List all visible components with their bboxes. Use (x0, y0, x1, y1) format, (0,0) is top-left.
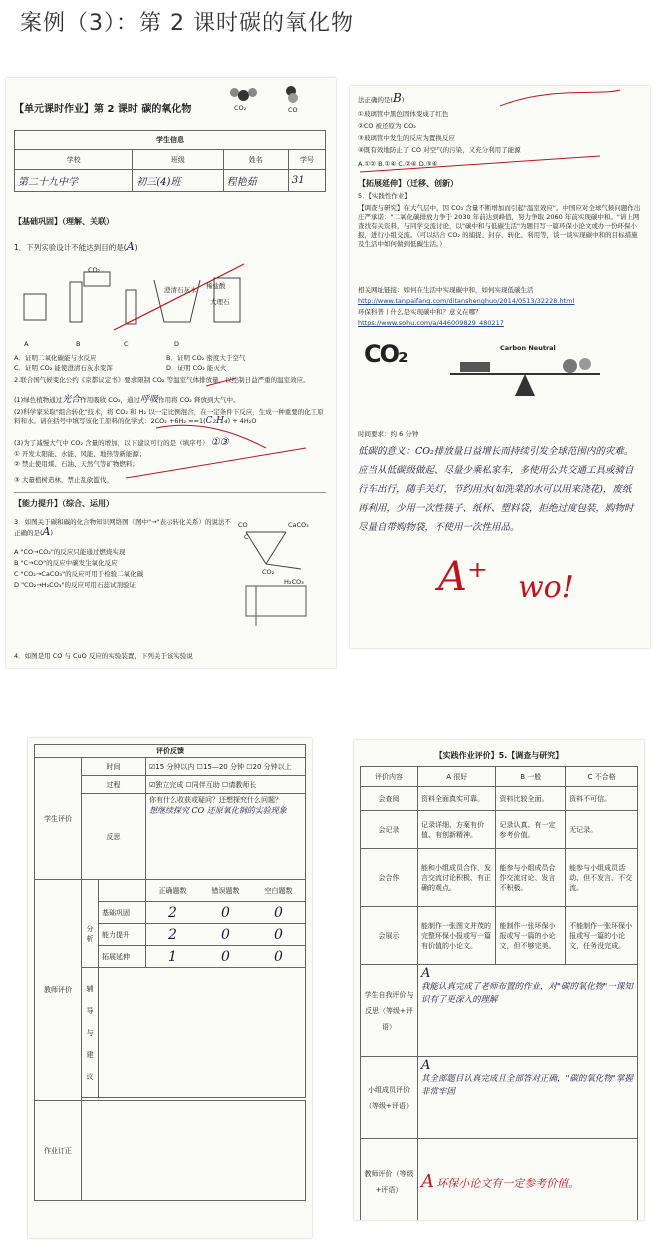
praise-mark: wo! (518, 570, 574, 605)
eval-a: 资料全面真实可靠。 (418, 787, 496, 811)
wrong-count: 0 (221, 926, 230, 943)
check-mark (500, 90, 620, 106)
figure-label: 稀盐酸 (206, 282, 226, 290)
q3-option-b: B "C→CO"的反应中碳发生氧化反应 (14, 559, 118, 567)
q1-apparatus-figure (14, 260, 324, 338)
process-option: 同伴互助 (191, 780, 220, 789)
guide-content (99, 968, 306, 1098)
process-option: 独立完成 (155, 780, 184, 789)
eval-item: 会查阅 (361, 787, 418, 811)
q2-1-text: (1)绿色植物通过 (14, 396, 63, 404)
teacher-eval-cell (418, 1139, 638, 1221)
info-header: 学校 (15, 150, 133, 170)
q4-answer: B (393, 91, 402, 105)
time-option: 20 分钟以上 (252, 762, 292, 771)
question-1 (14, 242, 138, 253)
grade-mark: A⁺ (438, 554, 488, 600)
carbon-neutral-label: Carbon Neutral (500, 344, 556, 352)
eval-item: 会展示 (361, 907, 418, 965)
q4-options: A.①② B.①④ C.②④ D.③④ (358, 160, 438, 168)
q1-option-d: D．证明 CO₂ 能灭火 (166, 364, 227, 372)
question-3 (14, 518, 234, 538)
q5-body: 【调查与研究】在大气层中，因 CO₂ 含量不断增加而引起"温室效应"。中国应对全球气候问题作出庄严承诺："二氧化碳排放力争于 2030 年前达到峰值，努力争取 2060 年前实现碳中和。"请上网查找有关资料，与同学交流讨论，以"碳中和与低碳生活"为题目写一篇环保小论文或办一份环保小报，进行小组交流。（可以结合 CO₂ 的捕捉、封存、转化、利用等，谈一谈实现碳中和的目标措施及生活中如何做到低碳生活。） (358, 204, 641, 248)
q3-option-c: C "CO₂→CaCO₃"的反应可用于检验二氧化碳 (14, 570, 144, 578)
group-eval-label: 小组成员评价（等级+评语） (361, 1057, 418, 1139)
checkbox-icon[interactable]: ☐ (222, 780, 229, 789)
eval-c: 能参与小组成员活动、但不发言、不交流。 (566, 849, 638, 907)
row-name: 基础巩固 (99, 902, 146, 924)
molecule-icon (248, 88, 257, 97)
network-node: CO (238, 521, 248, 529)
eval-c: 不能制作一张环保小报或写一篇的小论文，任务没完成。 (566, 907, 638, 965)
eval-header: 评价内容 (361, 767, 418, 787)
eval-item: 会合作 (361, 849, 418, 907)
q1-option-a: A．证明二氧化碳能与水反应 (14, 354, 97, 362)
eval-c: 无记录。 (566, 811, 638, 849)
analysis-label: 分析 (82, 902, 99, 968)
q4-item-1: ①玻璃管中黑色固体变成了红色 (358, 110, 449, 118)
factory-icon (460, 362, 490, 372)
arrow (246, 532, 266, 564)
network-node: CaCO₃ (288, 521, 309, 529)
tree-icon (563, 359, 577, 373)
q1-close: ) (134, 243, 138, 252)
row-name: 拓展延伸 (99, 946, 146, 968)
section-extension: 【拓展延伸】（迁移、创新） (358, 179, 458, 188)
correction-content (82, 1101, 306, 1201)
q4-item-4: ④既有效地防止了 CO 对空气的污染，又充分利用了能源 (358, 146, 521, 154)
eval-c: 资料不可信。 (566, 787, 638, 811)
self-grade: A (421, 966, 431, 981)
self-comment: 我能认真完成了老师布置的作业，对"碳的氧化物"一课知识有了更深入的理解 (421, 982, 633, 1005)
check-mark (126, 448, 306, 478)
blank-count: 0 (274, 904, 283, 921)
beaker-a (24, 294, 46, 320)
reflect-label: 反思 (82, 794, 146, 880)
molecule-images (224, 84, 324, 118)
checkbox-checked-icon[interactable]: ☑ (149, 780, 156, 789)
time-options (146, 758, 306, 776)
process-label: 过程 (82, 776, 146, 794)
eval-b: 能参与小组成员合作交流讨论、发言不积极。 (496, 849, 566, 907)
guide-char: 建 (86, 1050, 94, 1059)
teacher-grade: A (421, 1171, 434, 1192)
q5-link-label: 相关网址链接：如何在生活中实现碳中和，如何实现低碳生活 (358, 286, 534, 294)
q1-label-d: D (174, 340, 180, 348)
q3-close: ) (50, 529, 54, 537)
molecule-label: CO (288, 106, 298, 114)
eval-item: 会记录 (361, 811, 418, 849)
eval-a: 能和小组成员合作，发言交流讨论积极、有正确的观点。 (418, 849, 496, 907)
process-options (146, 776, 306, 794)
guide-char: 与 (86, 1028, 94, 1037)
tube-c (126, 290, 136, 324)
number-value: 31 (288, 170, 325, 192)
homework-page-2 (350, 86, 650, 648)
process-option: 请教师长 (228, 780, 257, 789)
question-4: 4．如图是用 CO 与 CuO 反应的实验装置，下列关于该实验说 (14, 652, 193, 660)
q1-option-b: B．证明 CO₂ 密度大于空气 (166, 354, 246, 362)
carbon-network-figure (226, 514, 326, 634)
handwritten-essay: 低碳的意义：CO₂排放量日益增长而持续引发全球范围内的灾难。应当从低碳级做起、尽量少乘私家车，多使用公共交通工具或骑自行车出行，随手关灯，节约用水(如洗菜的水可以用来浇花)，废纸再利用，少用一次性筷子、纸杯、塑料袋，拒绝过度包装，购物时尽量自带购物袋，不使用一次性用品。 (358, 446, 634, 533)
time-requirement: 时间要求：约 6 分钟 (358, 430, 419, 438)
q3-text: 3．如图关于碳和碳的化合物知识网络图（图中"→"表示转化关系）的说法不正确的是( (14, 518, 232, 537)
guide-char: 导 (86, 1006, 94, 1015)
evaluation-page (354, 740, 644, 1220)
q2-1-answer-2: 呼吸 (140, 395, 159, 405)
q2-3-option-3: ③ 大量植树造林，禁止乱砍滥伐。 (14, 476, 113, 484)
teacher-eval-label: 教师评价 (35, 880, 82, 1101)
homework-page-1 (6, 78, 336, 668)
q2-1-text-b: 作用吸收 CO₂，通过 (80, 396, 141, 404)
q1-label-c: C (124, 340, 129, 348)
info-header: 姓名 (223, 150, 288, 170)
score-header: 空白题数 (264, 886, 293, 895)
group-comment: 其全部题目认真完成且全部答对正确，"碳的氧化物"掌握非常牢固 (421, 1074, 633, 1097)
apparatus-figure (246, 586, 306, 616)
q3-option-a: A "CO→CO₂"的反应只能通过燃烧实现 (14, 548, 126, 556)
checkbox-checked-icon[interactable]: ☑ (149, 762, 156, 771)
q1-option-c: C．证明 CO₂ 能使澄清石灰水变浑 (14, 364, 113, 372)
correction-label: 作业订正 (35, 1101, 82, 1201)
reflect-answer: 想继续探究 CO 还原氧化铜的实验现象 (149, 806, 287, 815)
blank-count: 0 (274, 926, 283, 943)
feedback-title: 评价反馈 (35, 745, 306, 758)
q1-answer: A (126, 240, 135, 253)
info-title: 学生信息 (15, 131, 326, 150)
section-ability: 【能力提升】（综合、运用） (14, 499, 114, 508)
eval-a: 能制作一张图文并茂的完整环保小报或写一篇有价值的小论文。 (418, 907, 496, 965)
q2-1-text-c: 作用将 CO₂ 释放到大气中。 (158, 396, 240, 404)
check-mark (156, 425, 266, 448)
q1-label-a: A (24, 340, 29, 348)
q2-3-option-2: ② 禁止使用煤、石油、天然气等矿物燃料； (14, 460, 139, 468)
checkbox-icon[interactable]: ☐ (246, 762, 253, 771)
self-eval-label: 学生自我评价与反思（等级+评语） (361, 965, 418, 1057)
info-header: 学号 (288, 150, 325, 170)
molecule-icon (288, 93, 298, 103)
figure-label: 大理石 (210, 298, 230, 306)
q1-text: 1．下列实验设计不能达到目的是( (14, 243, 127, 252)
check-mark (206, 378, 236, 386)
figure-label: 澄清石灰水 (164, 286, 197, 294)
eval-header: B 一般 (496, 767, 566, 787)
tube-b (70, 282, 82, 322)
eval-header: C 不合格 (566, 767, 638, 787)
wrong-count: 0 (221, 948, 230, 965)
figure-label: CO₂ (88, 266, 101, 274)
score-header: 错误题数 (211, 886, 240, 895)
q5-link-1[interactable]: http://www.tanpaifang.com/ditanshenghuo/2014/0513/32228.html (358, 297, 575, 305)
q4-close: ) (401, 96, 405, 104)
q3-answer: A (42, 525, 51, 538)
page-title: 案例（3）：第 2 课时碳的氧化物 (20, 11, 354, 36)
evaluation-table (360, 766, 638, 1220)
feedback-table (34, 744, 306, 1201)
eval-b: 资料比较全面。 (496, 787, 566, 811)
group-grade: A (421, 1058, 431, 1073)
guide-label (82, 968, 99, 1098)
student-info-table (14, 130, 326, 192)
time-label: 时间 (82, 758, 146, 776)
reflect-cell (146, 794, 306, 880)
network-node: C (244, 533, 249, 541)
teacher-comment: 环保小论文有一定参考价值。 (436, 1177, 580, 1190)
q1-label-b: B (76, 340, 81, 348)
name-value: 程艳茹 (223, 170, 288, 192)
q5-link2-label: 环保科普丨什么是实现碳中和？意义在哪？ (358, 308, 482, 316)
q2-3-option-1: ① 开发太阳能、水能、风能、地热等新能源； (14, 450, 146, 458)
arrow (266, 532, 286, 564)
reflect-question: 你有什么收获或疑问？还想探究什么问题？ (149, 796, 282, 804)
correct-count: 1 (168, 948, 177, 965)
eval-a: 记录详细、方案有价值、有创新精神。 (418, 811, 496, 849)
balance-stand (515, 374, 535, 396)
q5-title: 5．【实践性作业】 (358, 192, 411, 200)
q4-item-3: ③玻璃管中发生的反应为置换反应 (358, 134, 455, 142)
network-node: CO₂ (262, 568, 275, 576)
score-header-cell (146, 880, 306, 902)
info-header: 班级 (133, 150, 223, 170)
q4-cont-text: 法正确的是( (358, 96, 394, 104)
tree-icon (579, 358, 591, 370)
school-value: 第二十九中学 (15, 170, 133, 192)
student-eval-label: 学生评价 (35, 758, 82, 880)
group-eval-cell (418, 1057, 638, 1139)
self-eval-cell (418, 965, 638, 1057)
q2-2-text-b: ) + 4H₂O (227, 417, 257, 425)
time-option: 15—20 分钟 (202, 762, 244, 771)
q2-2-answer: C₂H₄ (205, 416, 228, 426)
eval-b: 记录认真、有一定参考价值。 (496, 811, 566, 849)
teacher-eval-label: 教师评价（等级+评语） (361, 1139, 418, 1221)
checkbox-icon[interactable]: ☐ (185, 780, 192, 789)
guide-char: 议 (86, 1072, 94, 1081)
class-value: 初三(4)班 (133, 170, 223, 192)
question-2-intro: 2.联合国气候变化公约《京都议定书》要求限制 CO₂ 等温室气体排放量，以控制日益严重的温室效应。 (14, 376, 310, 384)
divider (14, 492, 326, 493)
section-basic: 【基础巩固】（理解、关联） (14, 217, 114, 226)
blank-count: 0 (274, 948, 283, 965)
time-option: 15 分钟以内 (155, 762, 195, 771)
molecule-label: CO₂ (234, 104, 247, 112)
wrong-count: 0 (221, 904, 230, 921)
homework-heading: 【单元课时作业】第 2 课时 碳的氧化物 (14, 104, 192, 115)
q2-1-answer: 光合 (62, 395, 81, 405)
network-node: H₂CO₃ (284, 578, 304, 586)
check-mark (114, 264, 244, 330)
co2-image: CO₂ (364, 340, 407, 368)
red-check-marks (350, 86, 650, 186)
q2-3-answer: ①③ (210, 437, 229, 448)
q4-item-2: ②CO 被还原为 CO₂ (358, 122, 416, 130)
correct-count: 2 (168, 904, 177, 921)
red-check-marks (6, 378, 336, 488)
q2-2-text: (2)科学家采取"组合转化"技术，将 CO₂ 和 H₂ 以一定比例混合，在一定条件下反应，生成一种重要的化工原料和水。请在括号中填写该化工原料的化学式：2CO₂ +6H₂ ==1( (14, 408, 324, 425)
guide-char: 辅 (86, 984, 94, 993)
row-name: 能力提升 (99, 924, 146, 946)
q3-option-d: D "CO₂→H₂CO₃"的反应可用石蕊试剂验证 (14, 581, 137, 589)
feedback-page (28, 738, 312, 1238)
q2-3-text: (3)为了减慢大气中 CO₂ 含量的增加，以下建议可行的是（填序号） (14, 439, 209, 447)
check-mark (360, 156, 600, 172)
eval-header: A 很好 (418, 767, 496, 787)
q5-link-2[interactable]: https://www.sohu.com/a/446009829_480217 (358, 319, 504, 327)
correct-count: 2 (168, 926, 177, 943)
checkbox-icon[interactable]: ☐ (196, 762, 203, 771)
score-header: 正确题数 (158, 886, 187, 895)
carbon-balance-image (430, 352, 620, 402)
evaluation-title: 【实践作业评价】5.【调查与研究】 (434, 751, 564, 760)
eval-b: 能制作一张环保小报或写一篇的小论文，但不够完美。 (496, 907, 566, 965)
